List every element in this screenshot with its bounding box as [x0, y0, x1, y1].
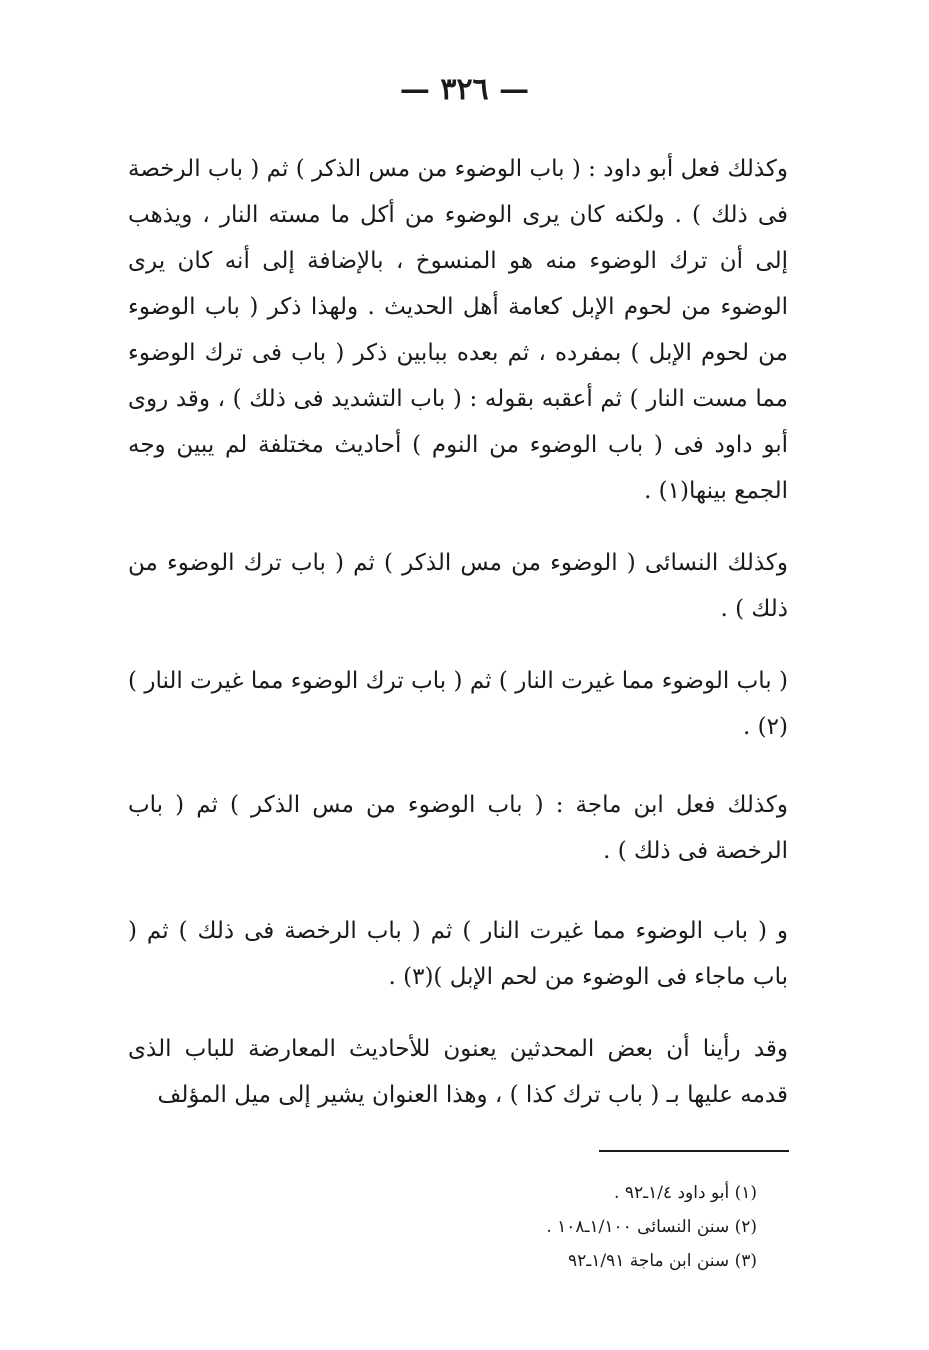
footnote-2: (٢) سنن النسائى ١/١٠٠ـ١٠٨ . [546, 1217, 757, 1237]
paragraph-conclusion: وقد رأينا أن بعض المحدثين يعنون للأحاديث المعارضة للباب الذى قدمه عليها بـ ( باب ترك كذا ) ، وهذا العنوان يشير إلى ميل المؤلف [128, 1036, 788, 1108]
page-number: — ٣٢٦ — [399, 72, 530, 107]
paragraph-abu-dawud: وكذلك فعل أبو داود : ( باب الوضوء من مس الذكر ) ثم ( باب الرخصة فى ذلك ) . ولكنه كان يرى الوضوء من أكل ما مسته النار ، ويذهب إلى أن ترك الوضوء منه هو المنسوخ ، بالإضافة إلى أنه كان يرى الوضوء من لحوم الإبل كعامة أهل الحديث . ولهذا ذكر ( باب الوضوء من لحوم الإبل ) بمفرده ، ثم بعده ببابين ذكر ( باب فى ترك الوضوء مما مست النار ) ثم أعقبه بقوله : ( باب التشديد فى ذلك ) ، وقد روى أبو داود فى ( باب الوضوء من النوم ) أحاديث مختلفة لم يبين وجه الجمع بينها(١) . [128, 156, 788, 504]
footnote-1: (١) أبو داود ١/٤ـ٩٢ . [614, 1183, 757, 1203]
paragraph-ibn-majah: وكذلك فعل ابن ماجة : ( باب الوضوء من مس الذكر ) ثم ( باب الرخصة فى ذلك ) . [128, 792, 788, 864]
footnotes [357, 1176, 757, 1278]
paragraph-nasai-fire: ( باب الوضوء مما غيرت النار ) ثم ( باب ترك الوضوء مما غيرت النار )(٢) . [128, 668, 788, 740]
paragraph-ibn-majah-fire: و ( باب الوضوء مما غيرت النار ) ثم ( باب الرخصة فى ذلك ) ثم ( باب ماجاء فى الوضوء من لحم الإبل )(٣) . [128, 918, 788, 990]
footnote-3: (٣) سنن ابن ماجة ١/٩١ـ٩٢ [567, 1251, 757, 1271]
footnote-divider [599, 1150, 789, 1152]
paragraph-nasai: وكذلك النسائى ( الوضوء من مس الذكر ) ثم ( باب ترك الوضوء من ذلك ) . [128, 550, 788, 622]
